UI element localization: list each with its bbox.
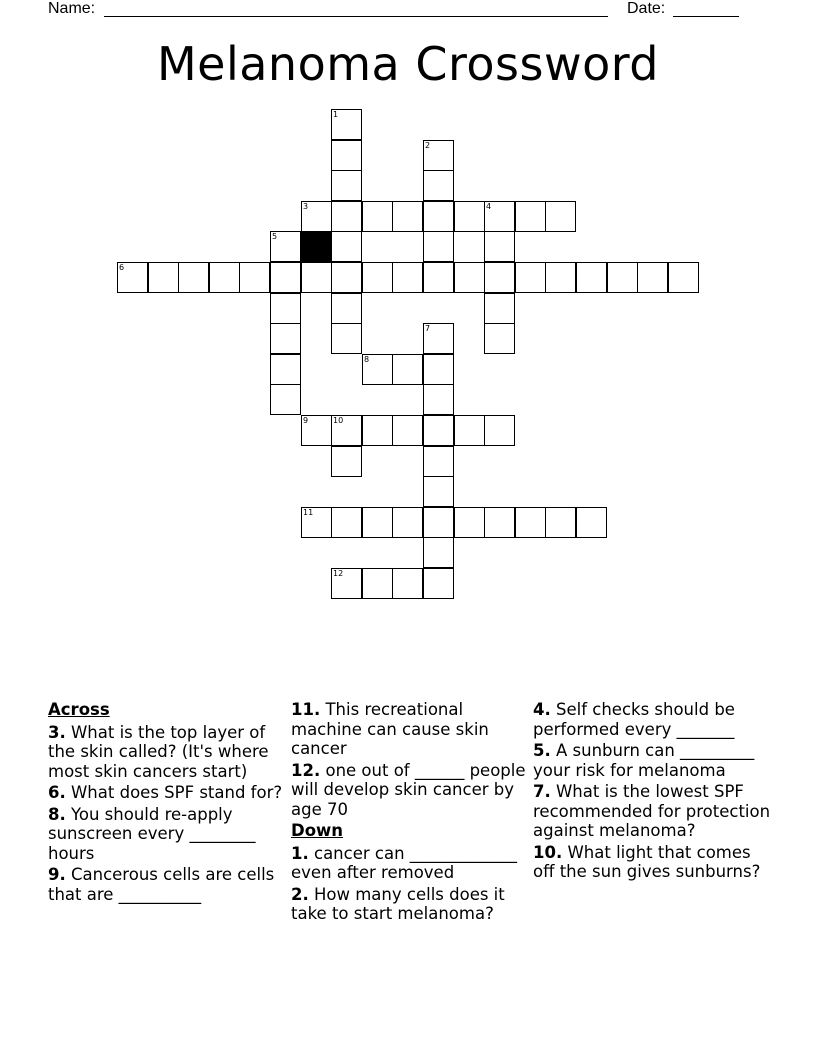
grid-cell[interactable] — [301, 507, 332, 538]
grid-cell[interactable] — [331, 170, 362, 201]
clue-number: 5. — [533, 741, 551, 760]
clue-down-5 — [533, 741, 773, 780]
grid-cell[interactable] — [515, 262, 546, 293]
grid-cell[interactable] — [423, 476, 454, 507]
grid-cell[interactable] — [392, 354, 423, 385]
page-title: Melanoma Crossword — [156, 37, 660, 91]
clue-number: 4. — [533, 700, 551, 719]
clue-number: 2. — [291, 884, 309, 904]
grid-cell[interactable] — [301, 262, 332, 293]
grid-cell[interactable] — [209, 262, 240, 293]
clue-down-2 — [291, 885, 526, 924]
clue-across-12 — [291, 761, 526, 820]
grid-cell[interactable] — [331, 293, 362, 324]
grid-cell[interactable] — [545, 201, 576, 232]
grid-cell[interactable] — [484, 415, 515, 446]
cell-number: 5 — [272, 232, 278, 241]
grid-cell[interactable] — [576, 507, 607, 538]
clue-number: 6. — [48, 783, 66, 802]
grid-cell[interactable] — [515, 201, 546, 232]
grid-cell[interactable] — [607, 262, 638, 293]
cell-number: 6 — [119, 263, 125, 272]
grid-cell[interactable] — [148, 262, 179, 293]
grid-cell[interactable] — [362, 415, 393, 446]
clue-number: 9. — [48, 865, 66, 884]
clue-down-10 — [533, 843, 773, 882]
grid-cell[interactable] — [301, 201, 332, 232]
grid-cell[interactable] — [331, 262, 362, 293]
clue-text: How many cells does it take to start melanoma? — [291, 884, 505, 923]
grid-cell[interactable] — [423, 537, 454, 568]
grid-cell[interactable] — [239, 262, 270, 293]
clue-text: cancer can _____________ even after removed — [291, 843, 518, 882]
cell-number: 8 — [364, 355, 370, 364]
grid-cell[interactable] — [423, 446, 454, 477]
black-cell — [301, 231, 332, 262]
clue-text: This recreational machine can cause skin cancer — [291, 700, 489, 758]
clue-text: What is the lowest SPF recommended for protection against melanoma? — [533, 782, 771, 840]
clue-number: 1. — [291, 843, 309, 863]
grid-cell[interactable] — [362, 262, 393, 293]
grid-cell[interactable] — [362, 507, 393, 538]
grid-cell[interactable] — [362, 201, 393, 232]
grid-cell[interactable] — [423, 354, 454, 385]
grid-cell[interactable] — [331, 201, 362, 232]
cell-number: 3 — [303, 202, 309, 211]
grid-cell[interactable] — [637, 262, 668, 293]
clue-number: 12. — [291, 760, 321, 780]
grid-cell[interactable] — [331, 507, 362, 538]
clue-text: one out of ______ people will develop skin cancer by age 70 — [291, 760, 526, 819]
grid-cell[interactable] — [270, 262, 301, 293]
down-heading: Down — [291, 821, 344, 840]
cell-number: 4 — [486, 202, 492, 211]
grid-cell[interactable] — [484, 201, 515, 232]
grid-cell[interactable] — [423, 231, 454, 262]
cell-number: 11 — [303, 508, 314, 517]
grid-cell[interactable] — [331, 109, 362, 140]
grid-cell[interactable] — [484, 323, 515, 354]
grid-cell[interactable] — [484, 293, 515, 324]
grid-cell[interactable] — [668, 262, 699, 293]
grid-cell[interactable] — [392, 507, 423, 538]
grid-cell[interactable] — [117, 262, 148, 293]
grid-cell[interactable] — [331, 323, 362, 354]
grid-cell[interactable] — [331, 568, 362, 599]
grid-cell[interactable] — [454, 415, 485, 446]
clue-column-2 — [291, 700, 526, 926]
grid-cell[interactable] — [484, 231, 515, 262]
grid-cell[interactable] — [423, 568, 454, 599]
grid-cell[interactable] — [576, 262, 607, 293]
clue-across-9 — [48, 865, 283, 904]
cell-number: 12 — [333, 569, 344, 578]
grid-cell[interactable] — [423, 140, 454, 171]
grid-cell[interactable] — [392, 201, 423, 232]
grid-cell[interactable] — [545, 262, 576, 293]
grid-cell[interactable] — [178, 262, 209, 293]
grid-cell[interactable] — [454, 262, 485, 293]
grid-cell[interactable] — [454, 507, 485, 538]
grid-cell[interactable] — [362, 354, 393, 385]
clue-text: You should re-apply sunscreen every ________ hours — [48, 804, 256, 863]
clue-down-7 — [533, 782, 773, 841]
grid-cell[interactable] — [545, 507, 576, 538]
grid-cell[interactable] — [423, 201, 454, 232]
grid-cell[interactable] — [423, 384, 454, 415]
clue-number: 8. — [48, 804, 66, 824]
grid-cell[interactable] — [423, 170, 454, 201]
grid-cell[interactable] — [515, 507, 546, 538]
grid-cell[interactable] — [484, 507, 515, 538]
clue-column-1 — [48, 700, 283, 906]
clue-column-3 — [533, 700, 773, 884]
grid-cell[interactable] — [423, 415, 454, 446]
clue-text: What is the top layer of the skin called? (It's where most skin cancers start) — [48, 722, 269, 781]
clue-text: What does SPF stand for? — [65, 783, 283, 802]
grid-cell[interactable] — [423, 323, 454, 354]
cell-number: 7 — [425, 324, 431, 333]
grid-cell[interactable] — [301, 415, 332, 446]
clue-across-11 — [291, 700, 526, 759]
clue-number: 11. — [291, 700, 321, 719]
cell-number: 1 — [333, 110, 339, 119]
grid-cell[interactable] — [270, 384, 301, 415]
grid-cell[interactable] — [331, 446, 362, 477]
grid-cell[interactable] — [392, 568, 423, 599]
grid-cell[interactable] — [331, 140, 362, 171]
grid-cell[interactable] — [484, 262, 515, 293]
across-heading: Across — [48, 700, 110, 719]
clue-text: What light that comes off the sun gives sunburns? — [533, 842, 761, 881]
grid-cell[interactable] — [423, 507, 454, 538]
clue-across-3 — [48, 723, 283, 782]
date-label: Date: — [627, 0, 666, 17]
clue-number: 3. — [48, 722, 66, 742]
grid-cell[interactable] — [423, 262, 454, 293]
clue-down-4 — [533, 700, 773, 739]
name-label: Name: — [48, 0, 96, 17]
grid-cell[interactable] — [270, 323, 301, 354]
clue-number: 7. — [533, 782, 551, 801]
clue-across-8 — [48, 805, 283, 864]
grid-cell[interactable] — [362, 568, 393, 599]
clue-text: Self checks should be performed every _______ — [533, 700, 735, 739]
grid-cell[interactable] — [270, 231, 301, 262]
grid-cell[interactable] — [392, 415, 423, 446]
grid-cell[interactable] — [392, 262, 423, 293]
cell-number: 9 — [303, 416, 309, 425]
cell-number: 2 — [425, 141, 431, 150]
clue-number: 10. — [533, 842, 563, 862]
clue-across-6 — [48, 783, 283, 803]
grid-cell[interactable] — [331, 415, 362, 446]
grid-cell[interactable] — [454, 201, 485, 232]
clue-text: Cancerous cells are cells that are __________ — [48, 865, 275, 904]
grid-cell[interactable] — [270, 354, 301, 385]
grid-cell[interactable] — [331, 231, 362, 262]
clue-text: A sunburn can _________ your risk for melanoma — [533, 741, 755, 780]
clue-down-1 — [291, 844, 526, 883]
cell-number: 10 — [333, 416, 344, 425]
grid-cell[interactable] — [270, 293, 301, 324]
